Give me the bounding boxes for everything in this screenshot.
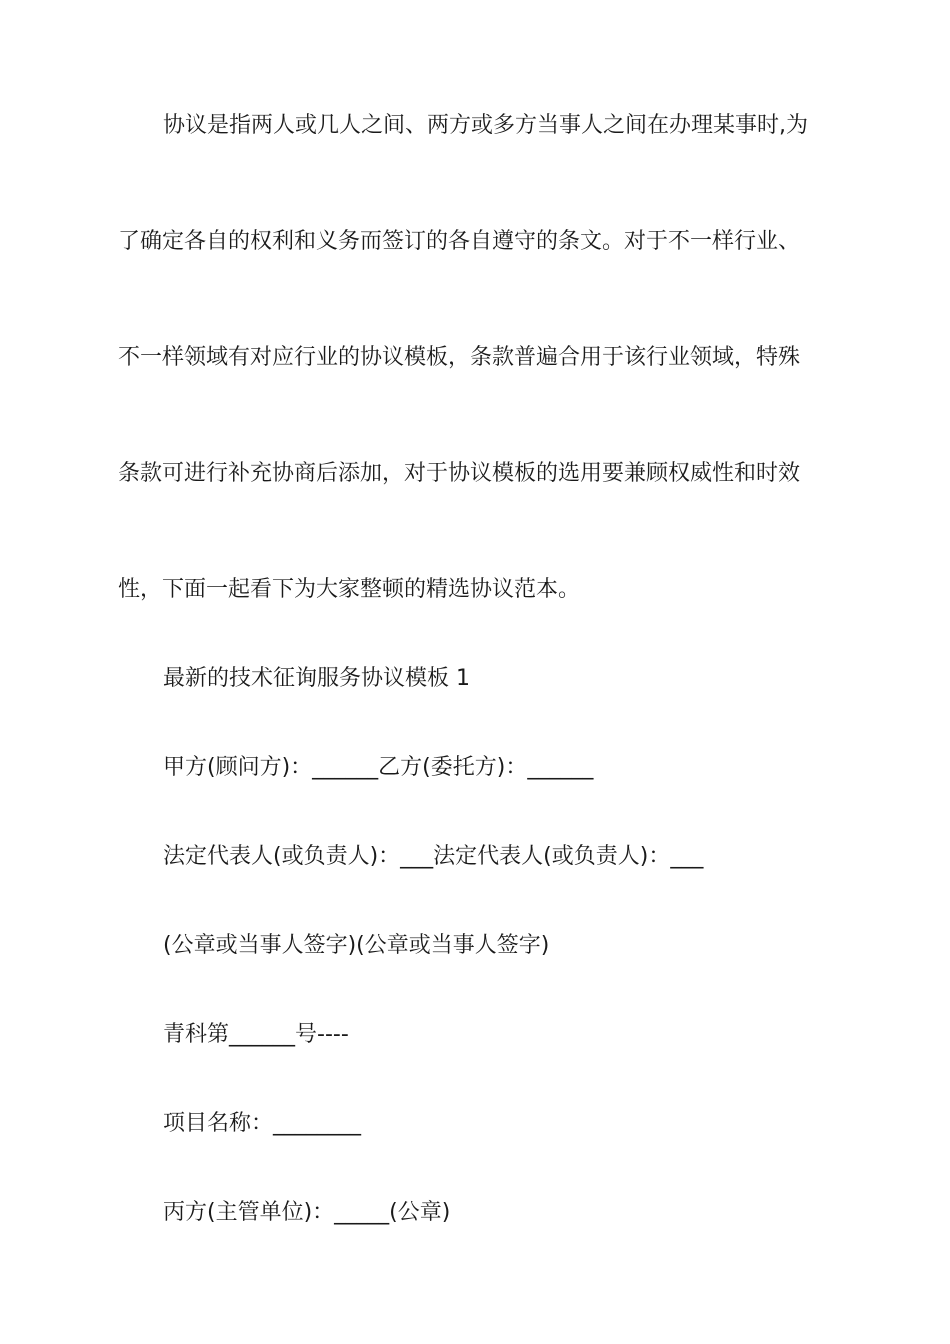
intro-paragraph-line-4: 条款可进行补充协商后添加，对于协议模板的选用要兼顾权威性和时效	[118, 461, 801, 486]
serial-number-line: 青科第______号----	[163, 1022, 349, 1047]
intro-paragraph-line-3: 不一样领域有对应行业的协议模板，条款普遍合用于该行业领域，特殊	[118, 345, 801, 370]
intro-paragraph-line-5: 性，下面一起看下为大家整顿的精选协议范本。	[118, 577, 581, 602]
intro-paragraph-line-2: 了确定各自的权利和义务而签订的各自遵守的条文。对于不一样行业、	[118, 229, 801, 254]
template-title: 最新的技术征询服务协议模板 1	[163, 666, 470, 691]
intro-paragraph-line-1: 协议是指两人或几人之间、两方或多方当事人之间在办理某事时,为	[163, 113, 808, 138]
project-name-line: 项目名称：________	[163, 1111, 362, 1136]
seals-line: (公章或当事人签字)(公章或当事人签字)	[163, 933, 550, 958]
party-c-line: 丙方(主管单位)：_____(公章)	[163, 1200, 451, 1225]
parties-line: 甲方(顾问方)：______乙方(委托方)：______	[163, 755, 594, 780]
representatives-line: 法定代表人(或负责人)：___法定代表人(或负责人)：___	[163, 844, 704, 869]
